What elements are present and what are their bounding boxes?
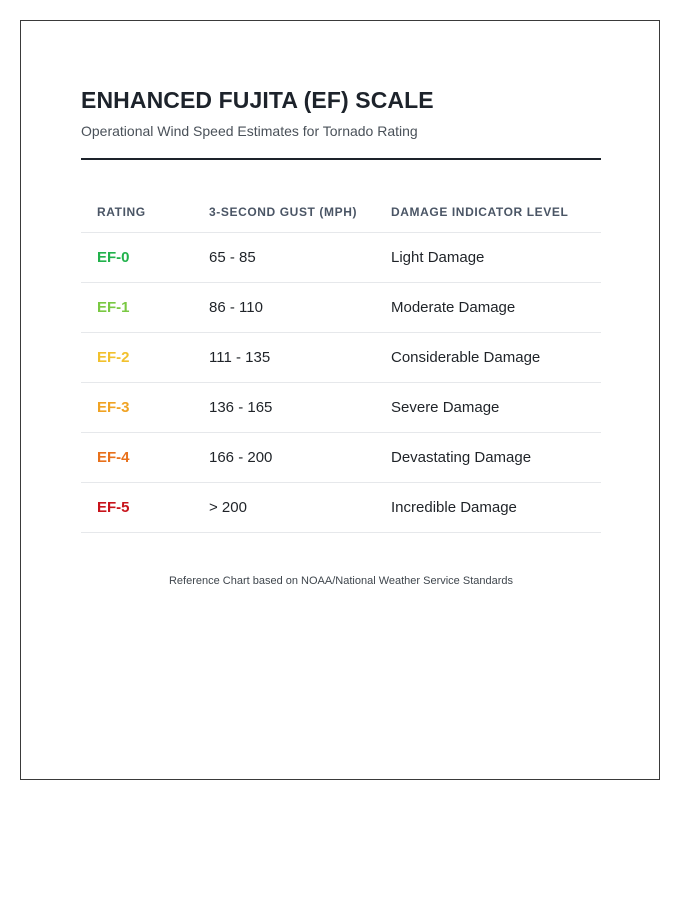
damage-cell: Light Damage	[375, 233, 601, 283]
column-header-gust: 3-SECOND GUST (MPH)	[193, 189, 375, 233]
page-subtitle: Operational Wind Speed Estimates for Tornado Rating	[81, 123, 418, 139]
table-row	[81, 283, 601, 333]
gust-cell: 111 - 135	[193, 333, 375, 383]
gust-cell: > 200	[193, 483, 375, 533]
rating-cell: EF-2	[81, 333, 193, 383]
table-row	[81, 383, 601, 433]
rating-cell: EF-0	[81, 233, 193, 283]
document-content	[81, 87, 601, 587]
damage-cell: Severe Damage	[375, 383, 601, 433]
table-row	[81, 483, 601, 533]
damage-cell: Devastating Damage	[375, 433, 601, 483]
rating-cell: EF-3	[81, 383, 193, 433]
rating-cell: EF-4	[81, 433, 193, 483]
gust-cell: 86 - 110	[193, 283, 375, 333]
table-row	[81, 233, 601, 283]
table-header-row	[81, 189, 601, 233]
damage-cell: Considerable Damage	[375, 333, 601, 383]
gust-cell: 65 - 85	[193, 233, 375, 283]
ef-scale-table	[81, 189, 601, 533]
document-card	[20, 20, 660, 780]
rating-cell: EF-1	[81, 283, 193, 333]
damage-cell: Moderate Damage	[375, 283, 601, 333]
column-header-damage: DAMAGE INDICATOR LEVEL	[375, 189, 601, 233]
gust-cell: 166 - 200	[193, 433, 375, 483]
column-header-rating: RATING	[81, 189, 193, 233]
damage-cell: Incredible Damage	[375, 483, 601, 533]
gust-cell: 136 - 165	[193, 383, 375, 433]
page-title: ENHANCED FUJITA (EF) SCALE	[81, 87, 434, 113]
table-row	[81, 433, 601, 483]
table-row	[81, 333, 601, 383]
rating-cell: EF-5	[81, 483, 193, 533]
header-divider	[81, 158, 601, 160]
footer-note: Reference Chart based on NOAA/National Weather Service Standards	[168, 575, 514, 587]
